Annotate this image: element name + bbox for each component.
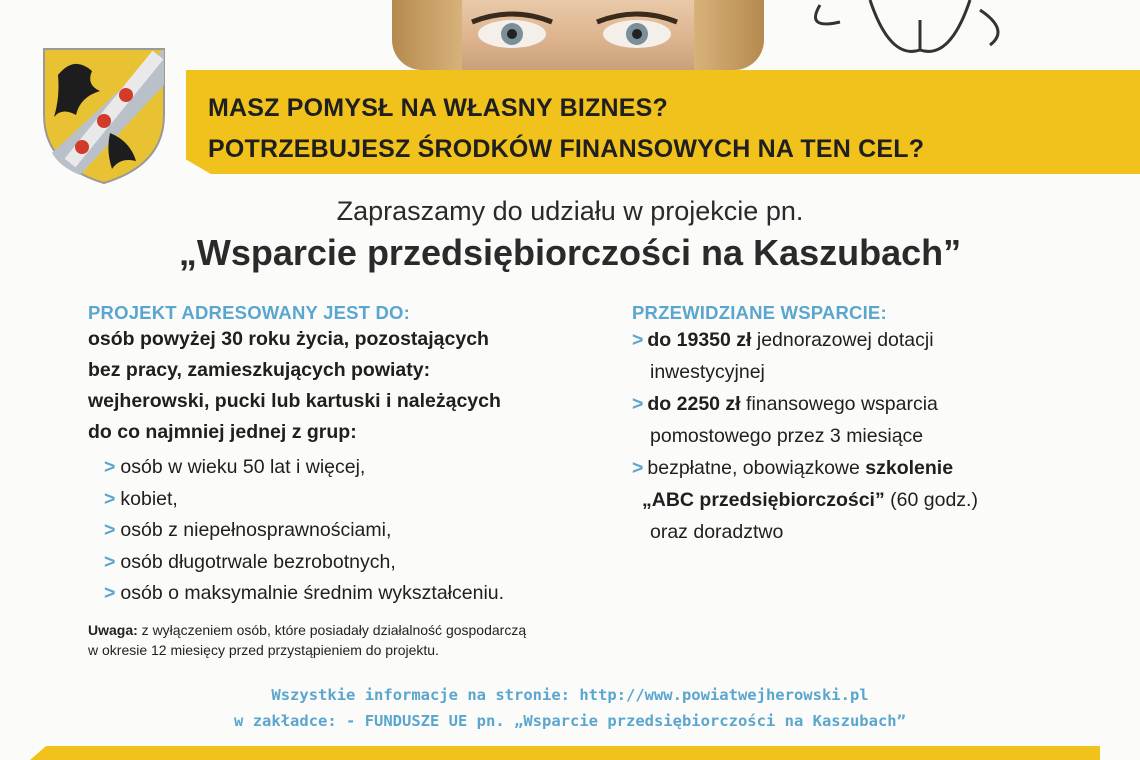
target-group-line: do co najmniej jednej z grup: — [88, 421, 357, 443]
headline-line-2: POTRZEBUJESZ ŚRODKÓW FINANSOWYCH NA TEN CEL? — [208, 135, 925, 163]
arrow-bullet-icon: > — [632, 329, 644, 351]
arrow-bullet-icon: > — [632, 393, 644, 415]
project-title: „Wsparcie przedsiębiorczości na Kaszubach” — [178, 232, 962, 273]
list-item: > osób z niepełnosprawnościami, — [104, 519, 392, 541]
target-group-list — [104, 452, 608, 610]
support-item-cont: „ABC przedsiębiorczości” (60 godz.) — [642, 489, 978, 511]
support-item: > bezpłatne, obowiązkowe szkolenie — [632, 457, 954, 479]
hair-right — [694, 0, 764, 70]
note — [88, 620, 608, 660]
support-section — [632, 302, 1102, 548]
support-item-cont: oraz doradztwo — [650, 521, 784, 543]
arrow-bullet-icon: > — [104, 487, 116, 510]
bottom-bar — [30, 746, 1100, 760]
info-line-website: Wszystkie informacje na stronie: http://www.powiatwejherowski.pl — [271, 686, 869, 704]
arrow-bullet-icon: > — [104, 519, 116, 541]
headline-line-1: MASZ POMYSŁ NA WŁASNY BIZNES? — [208, 94, 668, 122]
note-text: z wyłączeniem osób, które posiadały działalność gospodarczą — [137, 621, 527, 638]
list-item: > osób o maksymalnie średnim wykształceniu. — [104, 582, 505, 604]
info-line-tab: w zakładce: - FUNDUSZE UE pn. „Wsparcie przedsiębiorczości na Kaszubach” — [234, 712, 906, 730]
headline — [208, 88, 1128, 170]
info-footer — [0, 682, 1140, 734]
note-text: w okresie 12 miesięcy przed przystąpieniem do projektu. — [88, 641, 439, 658]
lightbulb-doodle-icon — [800, 0, 1010, 60]
note-label: Uwaga: — [88, 621, 138, 638]
target-group-line: bez pracy, zamieszkujących powiaty: — [88, 359, 431, 381]
support-heading: PRZEWIDZIANE WSPARCIE: — [632, 302, 887, 323]
list-item: > osób w wieku 50 lat i więcej, — [104, 456, 366, 478]
support-item-cont: inwestycyjnej — [650, 361, 765, 383]
list-item: > kobiet, — [104, 487, 178, 510]
support-item: > do 2250 zł finansowego wsparcia — [632, 393, 938, 415]
arrow-bullet-icon: > — [104, 550, 116, 573]
arrow-bullet-icon: > — [632, 457, 644, 479]
hair-left — [392, 0, 462, 70]
support-item-cont: pomostowego przez 3 miesiące — [650, 425, 924, 447]
arrow-bullet-icon: > — [104, 456, 116, 478]
arrow-bullet-icon: > — [104, 582, 116, 604]
target-group-section — [88, 302, 608, 660]
coat-of-arms-icon — [40, 45, 168, 185]
support-item: > do 19350 zł jednorazowej dotacji — [632, 329, 934, 351]
target-group-line: wejherowski, pucki lub kartuski i należących — [88, 390, 501, 412]
invite-text: Zapraszamy do udziału w projekcie pn. — [336, 196, 804, 226]
list-item: > osób długotrwale bezrobotnych, — [104, 550, 396, 573]
target-group-line: osób powyżej 30 roku życia, pozostających — [88, 328, 489, 350]
target-group-heading: PROJEKT ADRESOWANY JEST DO: — [88, 302, 411, 323]
